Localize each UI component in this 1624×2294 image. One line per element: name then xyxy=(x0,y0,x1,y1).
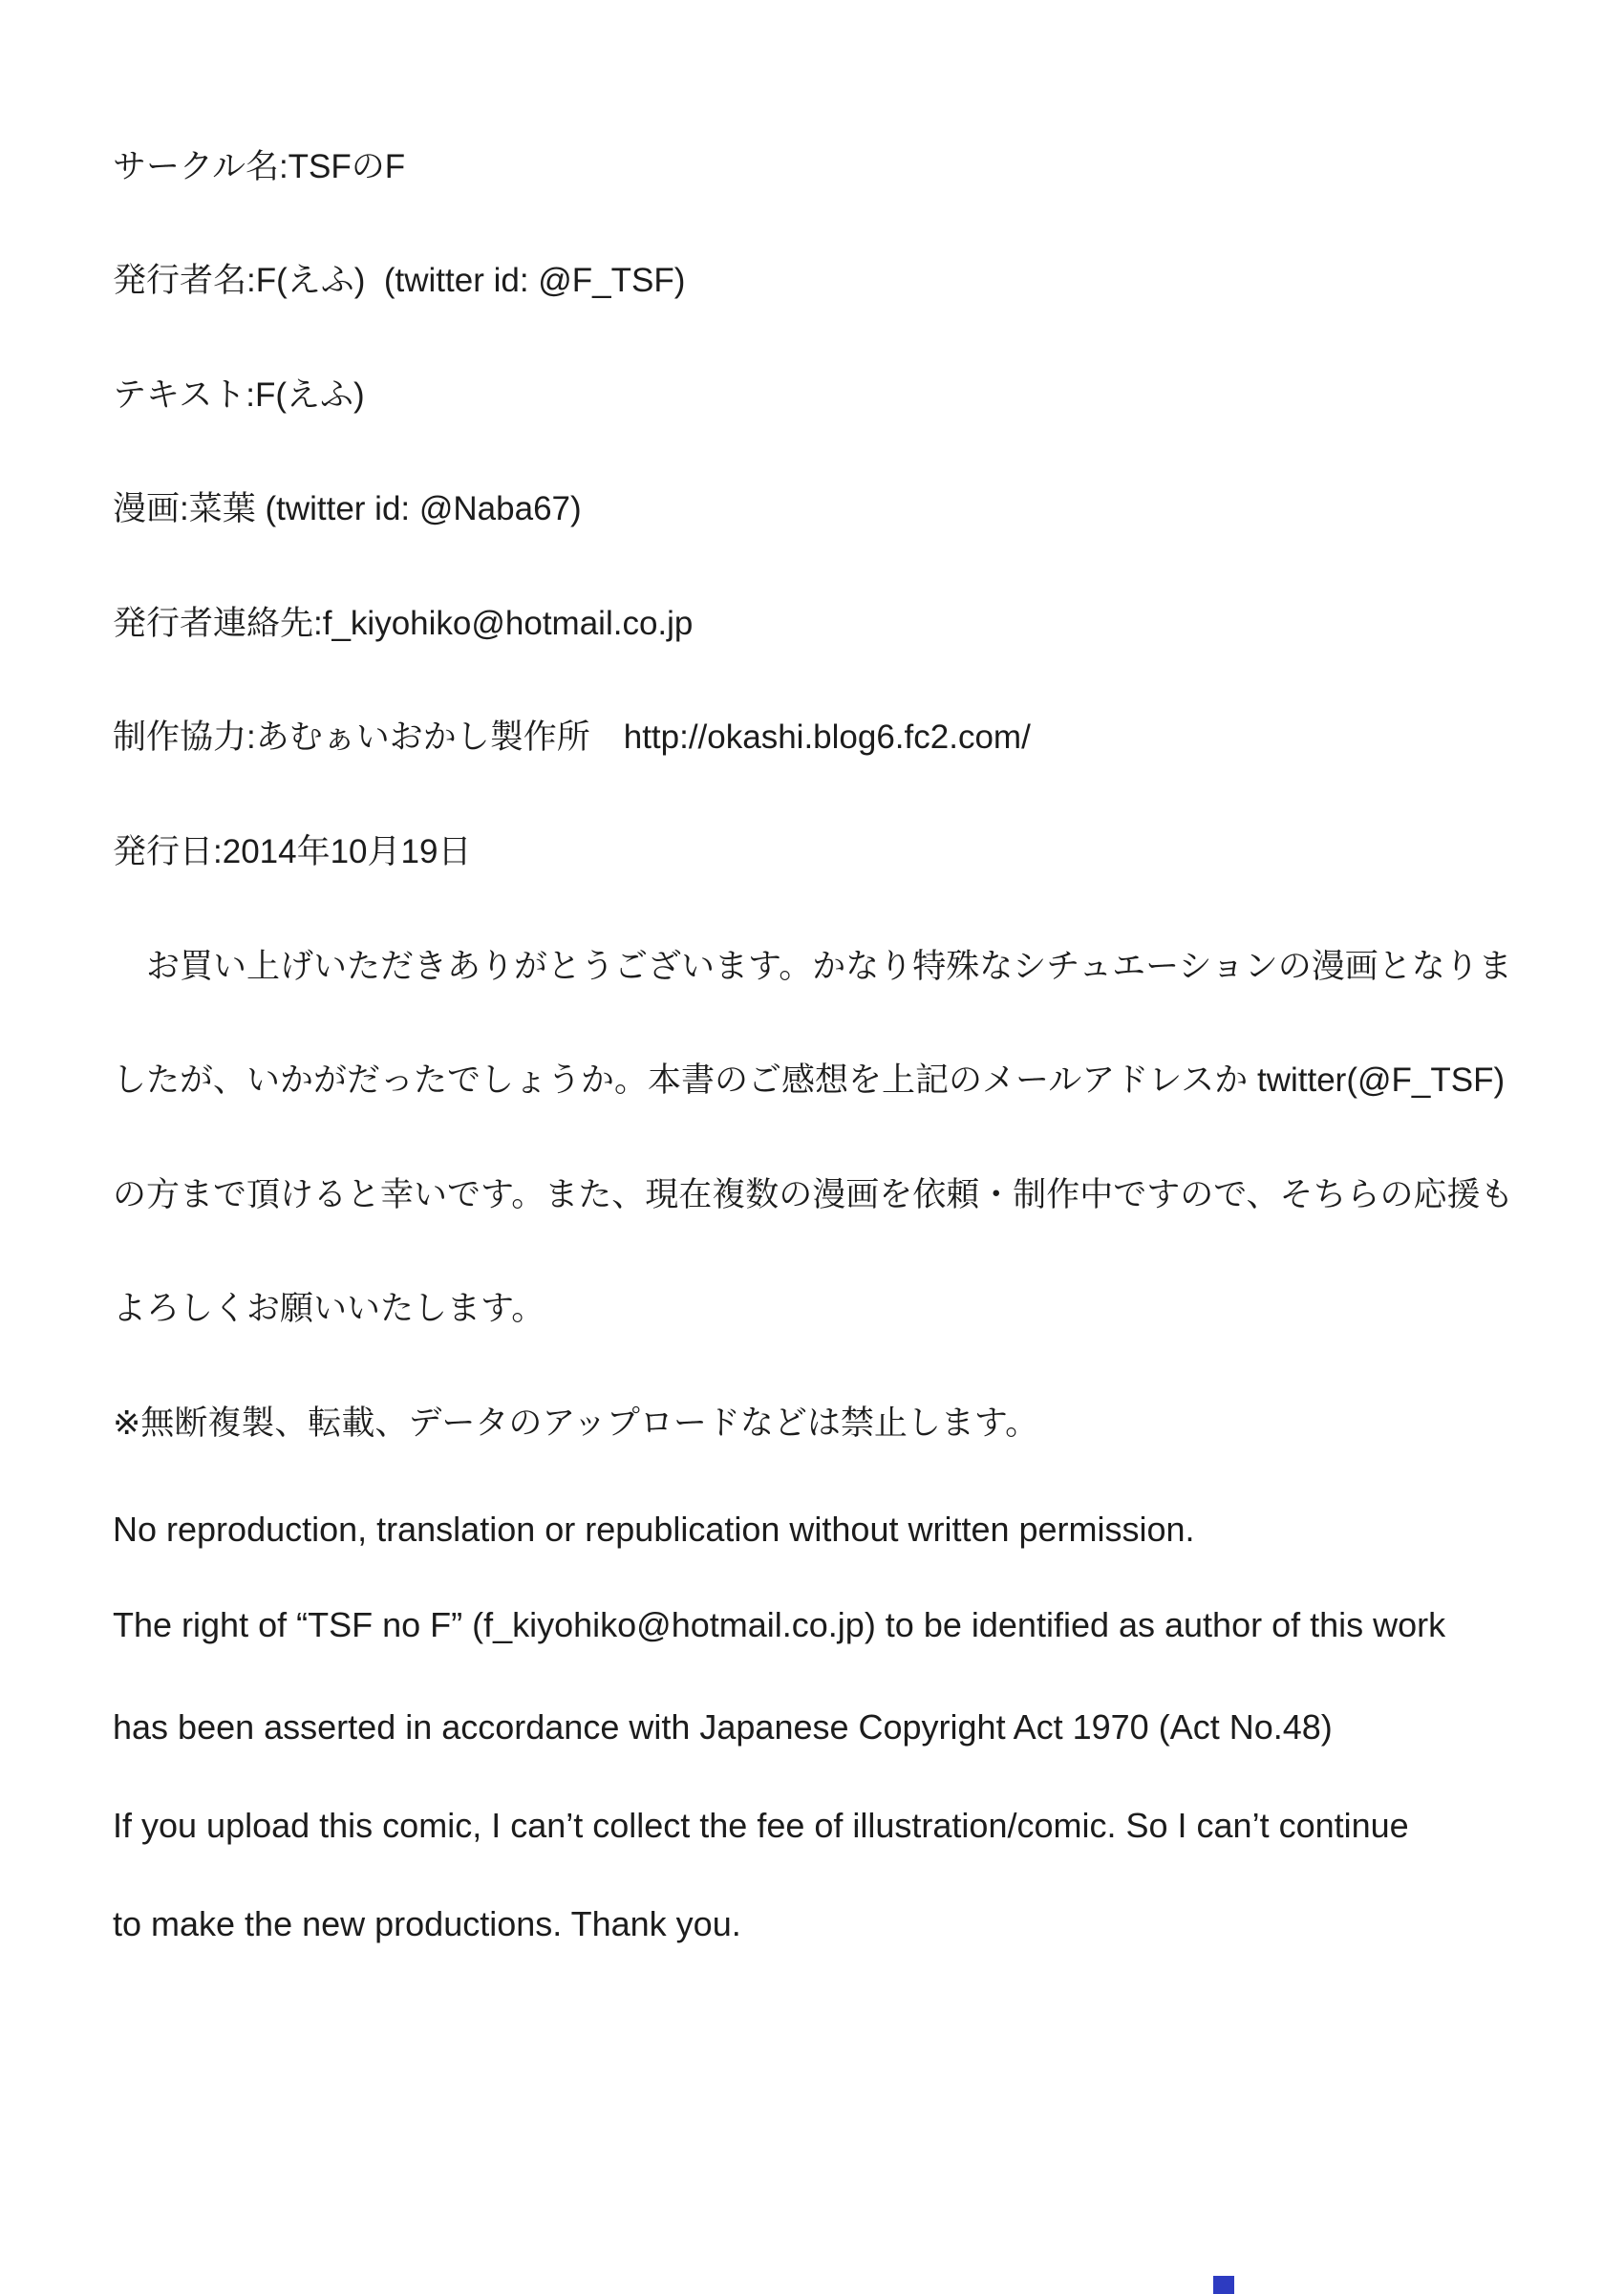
english-notice-line-5: to make the new productions. Thank you. xyxy=(113,1904,741,1943)
english-notice-line-4: If you upload this comic, I can’t collect the fee of illustration/comic. So I can’t continue xyxy=(113,1806,1409,1845)
text-credit-line: テキスト:F(えふ) xyxy=(113,376,365,414)
thanks-message-line-2: したが、いかがだったでしょうか。本書のご感想を上記のメールアドレスか twitter(@F_TSF) xyxy=(113,1061,1506,1099)
english-notice-line-2: The right of “TSF no F” (f_kiyohiko@hotmail.co.jp) to be identified as author of this work xyxy=(113,1605,1446,1644)
publisher-line: 発行者名:F(えふ) (twitter id: @F_TSF) xyxy=(113,262,686,299)
publication-date-line: 発行日:2014年10月19日 xyxy=(113,833,472,870)
manga-credit-line: 漫画:菜葉 (twitter id: @Naba67) xyxy=(113,490,582,527)
thanks-message-line-1: お買い上げいただきありがとうございます。かなり特殊なシチュエーションの漫画となりま xyxy=(113,948,1512,985)
english-notice-line-1: No reproduction, translation or republication without written permission. xyxy=(113,1510,1195,1549)
english-notice-line-3: has been asserted in accordance with Japanese Copyright Act 1970 (Act No.48) xyxy=(113,1707,1333,1747)
contact-line: 発行者連絡先:f_kiyohiko@hotmail.co.jp xyxy=(113,605,694,642)
copy-prohibition-line: ※無断複製、転載、データのアップロードなどは禁止します。 xyxy=(113,1404,1039,1442)
thanks-message-line-3: の方まで頂けると幸いです。また、現在複数の漫画を依頼・制作中ですので、そちらの応援も xyxy=(113,1176,1514,1213)
thanks-message-line-4: よろしくお願いいたします。 xyxy=(113,1290,545,1327)
bottom-blue-mark xyxy=(1213,2276,1234,2294)
circle-name-line: サークル名:TSFのF xyxy=(113,148,406,185)
cooperation-line: 制作協力:あむぁいおかし製作所 http://okashi.blog6.fc2.com/ xyxy=(113,718,1031,756)
